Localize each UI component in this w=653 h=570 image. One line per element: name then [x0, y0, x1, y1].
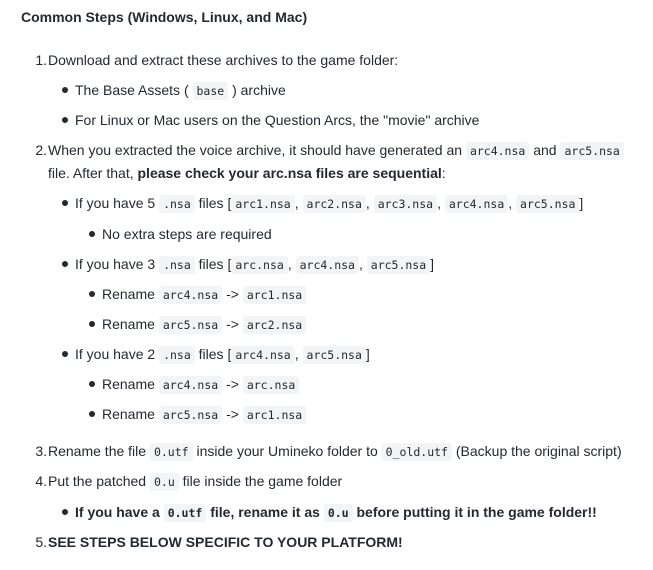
code-file: arc5.nsa: [303, 346, 366, 364]
bullet: [89, 291, 95, 297]
code-file: 0.u: [150, 473, 179, 491]
code-file: arc4.nsa: [231, 346, 294, 364]
step-number: 4.: [35, 473, 47, 489]
code-file: 0.u: [324, 504, 353, 522]
code-arc4: arc4.nsa: [466, 142, 529, 160]
item-text: The Base Assets ( base ) archive: [75, 82, 286, 98]
code-file: 0.utf: [150, 443, 193, 461]
page-heading: Common Steps (Windows, Linux, and Mac): [21, 9, 308, 25]
step-number: 2.: [35, 142, 47, 158]
item-text: Rename arc4.nsa -> arc1.nsa: [102, 284, 306, 305]
code-file: arc.nsa: [231, 256, 287, 274]
item-text: If you have 3 .nsa files [ arc.nsa , arc4.nsa , arc5.nsa ]: [75, 256, 435, 272]
code-file: arc4.nsa: [159, 286, 222, 304]
item-text: Rename arc5.nsa -> arc1.nsa: [102, 404, 306, 425]
code-file: 0.utf: [164, 504, 207, 522]
code-file: arc5.nsa: [159, 316, 222, 334]
bullet: [89, 381, 95, 387]
code-arc5: arc5.nsa: [560, 142, 623, 160]
code-file: arc1.nsa: [243, 286, 306, 304]
bullet: [62, 117, 68, 123]
code-file: 0_old.utf: [382, 443, 452, 461]
bullet: [62, 87, 68, 93]
code-file: arc4.nsa: [159, 376, 222, 394]
code-ext: .nsa: [159, 256, 195, 274]
code-file: arc.nsa: [243, 376, 299, 394]
code-file: arc2.nsa: [303, 195, 366, 213]
item-text: Rename arc4.nsa -> arc.nsa: [102, 374, 299, 395]
bullet: [62, 261, 68, 267]
step-text: When you extracted the voice archive, it should have generated an arc4.nsa and arc5.nsa: [48, 140, 624, 161]
item-text: Rename arc5.nsa -> arc2.nsa: [102, 314, 306, 335]
step-text: file. After that, please check your arc.nsa files are sequential:: [48, 165, 446, 181]
code-ext: .nsa: [159, 195, 195, 213]
code-base: base: [193, 82, 229, 100]
code-file: arc3.nsa: [374, 195, 437, 213]
step-number: 3.: [35, 443, 47, 459]
code-file: arc4.nsa: [296, 256, 359, 274]
bullet: [89, 231, 95, 237]
code-ext: .nsa: [159, 346, 195, 364]
step-text: Put the patched 0.u file inside the game folder: [48, 473, 343, 489]
code-file: arc4.nsa: [445, 195, 508, 213]
item-text: No extra steps are required: [102, 226, 272, 242]
code-file: arc1.nsa: [231, 195, 294, 213]
item-text: For Linux or Mac users on the Question Arcs, the "movie" archive: [75, 112, 480, 128]
bullet: [89, 411, 95, 417]
bullet: [62, 200, 68, 206]
code-file: arc5.nsa: [367, 256, 430, 274]
step-number: 1.: [35, 52, 47, 68]
step-text: Download and extract these archives to the game folder:: [48, 52, 399, 68]
step-text: SEE STEPS BELOW SPECIFIC TO YOUR PLATFORM!: [48, 534, 403, 550]
emphasis-text: please check your arc.nsa files are sequential: [137, 165, 442, 181]
code-file: arc2.nsa: [243, 316, 306, 334]
item-text: If you have 5 .nsa files [ arc1.nsa , arc2.nsa , arc3.nsa , arc4.nsa , arc5.nsa ]: [75, 195, 584, 211]
bullet: [62, 509, 68, 515]
code-file: arc1.nsa: [243, 406, 306, 424]
bullet: [62, 351, 68, 357]
step-text: Rename the file 0.utf inside your Umineko folder to 0_old.utf (Backup the original script): [48, 443, 622, 459]
warning-text: If you have a 0.utf file, rename it as 0.u before putting it in the game folder!!: [75, 504, 597, 520]
bullet: [89, 321, 95, 327]
code-file: arc5.nsa: [159, 406, 222, 424]
item-text: If you have 2 .nsa files [ arc4.nsa , arc5.nsa ]: [75, 346, 370, 362]
code-file: arc5.nsa: [516, 195, 579, 213]
step-number: 5.: [35, 534, 47, 550]
